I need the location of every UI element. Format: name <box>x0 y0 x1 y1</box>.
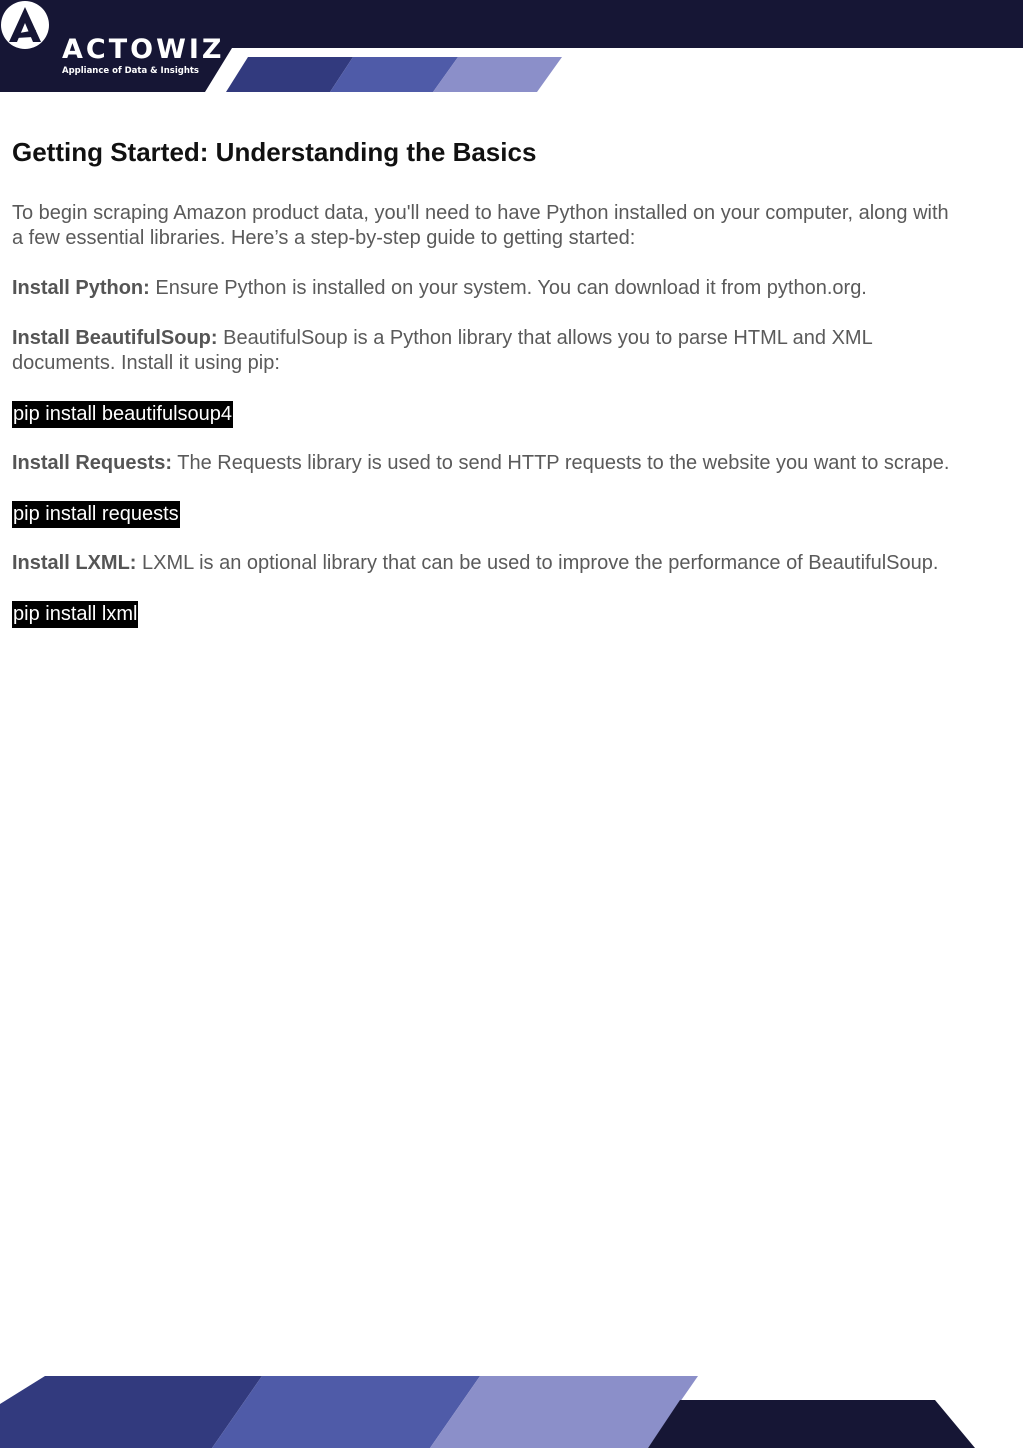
step-install-requests <box>12 451 957 476</box>
footer-graphic <box>0 1374 1023 1448</box>
step-install-python <box>12 276 957 301</box>
actowiz-logo-icon <box>0 0 50 50</box>
step-install-lxml <box>12 551 957 576</box>
code-snippet-lxml: pip install lxml <box>12 601 138 628</box>
step-label: Install Python: <box>12 277 150 299</box>
article-body <box>12 130 957 651</box>
step-text: BeautifulSoup is a Python library that allows you to parse HTML and XML documents. Install it using pip: <box>12 327 872 374</box>
page-title: Getting Started: Understanding the Basics <box>12 137 537 167</box>
step-install-beautifulsoup <box>12 326 957 376</box>
step-label: Install LXML: <box>12 552 137 574</box>
footer-banner <box>0 1374 1023 1448</box>
step-label: Install BeautifulSoup: <box>12 327 218 349</box>
brand-tagline: Appliance of Data & Insights <box>62 66 199 76</box>
code-snippet-requests: pip install requests <box>12 501 180 528</box>
step-text: LXML is an optional library that can be used to improve the performance of BeautifulSoup. <box>136 552 939 574</box>
brand <box>62 36 225 76</box>
step-label: Install Requests: <box>12 452 173 474</box>
brand-name: ACTOWIZ <box>62 34 225 65</box>
intro-paragraph: To begin scraping Amazon product data, you'll need to have Python installed on your computer, along with a few essential libraries. Here’s a step-by-step guide to getting started: <box>12 202 949 249</box>
code-snippet-beautifulsoup: pip install beautifulsoup4 <box>12 401 233 428</box>
step-text: The Requests library is used to send HTTP requests to the website you want to scrape. <box>172 452 950 474</box>
step-text: Ensure Python is installed on your system. You can download it from python.org. <box>149 277 867 299</box>
header-banner <box>0 0 1023 100</box>
